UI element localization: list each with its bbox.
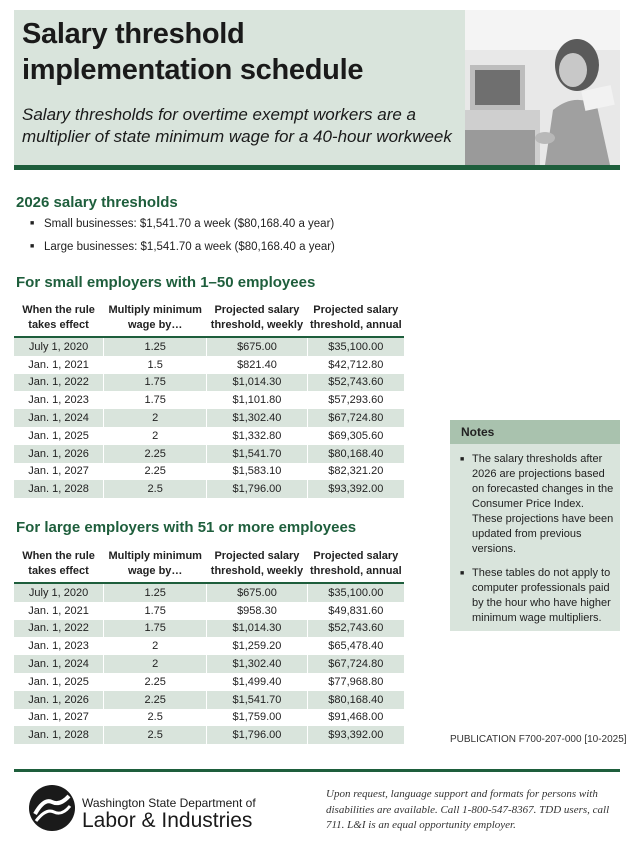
table-cell: $675.00 (207, 583, 307, 602)
table-cell: 2.25 (104, 673, 207, 691)
column-header: Projected salary threshold, annual (307, 549, 404, 583)
table-cell: July 1, 2020 (14, 337, 104, 356)
org-name-line1: Washington State Department of (82, 796, 256, 810)
column-header: When the rule takes effect (14, 303, 104, 337)
table-cell: $1,014.30 (207, 374, 307, 392)
table-cell: Jan. 1, 2022 (14, 374, 104, 392)
table-row (14, 655, 404, 673)
table-cell: 2.5 (104, 726, 207, 744)
table-cell: $52,743.60 (307, 374, 404, 392)
table-cell: 1.75 (104, 620, 207, 638)
table-cell: $80,168.40 (307, 691, 404, 709)
table-cell: 2.5 (104, 480, 207, 498)
table-cell: Jan. 1, 2021 (28, 604, 89, 617)
table-row (14, 637, 404, 655)
table-row (14, 409, 404, 427)
table-cell: Jan. 1, 2024 (14, 655, 104, 673)
small-employers-table (14, 303, 404, 498)
table-row (14, 427, 404, 445)
note-item: ■ The salary thresholds after 2026 are projections based on forecasted changes in the Consumer Price Index. These projections have been updated from previous versions. (460, 452, 616, 557)
table-cell: Jan. 1, 2026 (14, 691, 104, 709)
table-cell: 2 (104, 427, 207, 445)
table-row (14, 726, 404, 744)
table-cell: Jan. 1, 2025 (28, 429, 89, 442)
table-row (14, 673, 404, 691)
table-row (14, 463, 404, 481)
table-row (14, 620, 404, 638)
table-cell: $93,392.00 (307, 726, 404, 744)
table-cell: $821.40 (207, 356, 307, 374)
table-cell: Jan. 1, 2024 (14, 409, 104, 427)
org-name-line2: Labor & Industries (82, 809, 253, 832)
table-cell: Jan. 1, 2023 (28, 394, 89, 407)
table-cell: $1,302.40 (207, 655, 307, 673)
table-cell: $675.00 (207, 337, 307, 356)
table-cell: 1.75 (104, 374, 207, 392)
table-cell: $65,478.40 (307, 637, 404, 655)
table-cell: $1,583.10 (207, 463, 307, 481)
table-cell: $77,968.80 (307, 673, 404, 691)
table-cell: 2.25 (104, 445, 207, 463)
table-cell: $52,743.60 (307, 620, 404, 638)
table-cell: $958.30 (207, 602, 307, 620)
table-cell: Jan. 1, 2026 (14, 445, 104, 463)
table-cell: $67,724.80 (307, 409, 404, 427)
table-cell: $67,724.80 (307, 655, 404, 673)
table-cell: Jan. 1, 2022 (14, 620, 104, 638)
table-cell: Jan. 1, 2028 (14, 480, 104, 498)
large-employers-table (14, 549, 404, 744)
table-cell: Jan. 1, 2023 (28, 640, 89, 653)
table-row (14, 337, 404, 356)
table-cell: $91,468.00 (307, 709, 404, 727)
thresholds-heading: 2026 salary thresholds (16, 194, 178, 211)
thresholds-list (30, 216, 335, 262)
notes-title: Notes (450, 420, 620, 444)
page-title: Salary threshold implementation schedule (22, 18, 364, 86)
column-header: Projected salary threshold, annual (307, 303, 404, 337)
table-cell: 1.75 (104, 391, 207, 409)
header-photo (465, 10, 620, 165)
table-row (14, 480, 404, 498)
note-item: ■ These tables do not apply to computer professionals paid by the hour who have higher minimum wage multipliers. (460, 566, 616, 626)
table-cell: Jan. 1, 2025 (28, 675, 89, 688)
table-cell: $1,541.70 (207, 691, 307, 709)
table-row (14, 391, 404, 409)
column-header: Projected salary threshold, weekly (207, 303, 307, 337)
table-row (14, 374, 404, 392)
table-cell: 1.5 (104, 356, 207, 374)
table-cell: $1,541.70 (207, 445, 307, 463)
table-cell: $35,100.00 (307, 337, 404, 356)
table-row (14, 691, 404, 709)
table-header-row (14, 549, 404, 583)
table-cell: 2 (104, 655, 207, 673)
table-cell: $1,302.40 (207, 409, 307, 427)
table-cell: $93,392.00 (307, 480, 404, 498)
table-row (14, 602, 404, 620)
column-header: When the rule takes effect (14, 549, 104, 583)
table-row (14, 583, 404, 602)
table-cell: 1.25 (104, 337, 207, 356)
table-cell: $82,321.20 (307, 463, 404, 481)
large-table-heading: For large employers with 51 or more employees (16, 519, 357, 536)
table-cell: $49,831.60 (307, 602, 404, 620)
publication-number: PUBLICATION F700-207-000 [10-2025] (450, 734, 627, 745)
table-cell: 1.75 (104, 602, 207, 620)
table-cell: $1,101.80 (207, 391, 307, 409)
table-cell: $1,499.40 (207, 673, 307, 691)
table-row (14, 709, 404, 727)
table-cell: $35,100.00 (307, 583, 404, 602)
table-cell: Jan. 1, 2027 (28, 465, 89, 478)
table-cell: $1,332.80 (207, 427, 307, 445)
accessibility-note: Upon request, language support and formats for persons with disabilities are available. Call 1-800-547-8367. TDD users, call 711. L&I is an equal opportunity employer. (326, 788, 610, 831)
table-cell: 2.5 (104, 709, 207, 727)
table-cell: $1,259.20 (207, 637, 307, 655)
threshold-item-small: ■ Small businesses: $1,541.70 a week ($80,168.40 a year) (30, 216, 335, 239)
notes-list (460, 452, 616, 635)
small-table-heading: For small employers with 1–50 employees (16, 274, 316, 291)
table-cell: 2.25 (104, 691, 207, 709)
table-cell: $1,759.00 (207, 709, 307, 727)
lni-logo-icon (28, 784, 76, 832)
threshold-item-large: ■ Large businesses: $1,541.70 a week ($80,168.40 a year) (30, 239, 335, 262)
table-cell: $1,796.00 (207, 480, 307, 498)
page-subtitle: Salary thresholds for overtime exempt workers are a multiplier of state minimum wage for a 40-hour workweek (22, 105, 452, 146)
table-cell: 1.25 (104, 583, 207, 602)
header-rule (14, 165, 620, 170)
table-cell: 2.25 (104, 463, 207, 481)
footer-rule (14, 769, 620, 772)
table-cell: 2 (104, 637, 207, 655)
table-cell: $1,014.30 (207, 620, 307, 638)
column-header: Projected salary threshold, weekly (207, 549, 307, 583)
table-row (14, 445, 404, 463)
table-cell: Jan. 1, 2021 (28, 358, 89, 371)
table-header-row (14, 303, 404, 337)
table-row (14, 356, 404, 374)
table-cell: $42,712.80 (307, 356, 404, 374)
table-cell: $1,796.00 (207, 726, 307, 744)
notes-box (450, 420, 620, 631)
table-cell: $57,293.60 (307, 391, 404, 409)
table-cell: Jan. 1, 2027 (28, 711, 89, 724)
table-cell: $69,305.60 (307, 427, 404, 445)
column-header: Multiply minimum wage by… (104, 549, 207, 583)
column-header: Multiply minimum wage by… (104, 303, 207, 337)
table-cell: $80,168.40 (307, 445, 404, 463)
table-cell: 2 (104, 409, 207, 427)
table-cell: Jan. 1, 2028 (14, 726, 104, 744)
table-cell: July 1, 2020 (14, 583, 104, 602)
